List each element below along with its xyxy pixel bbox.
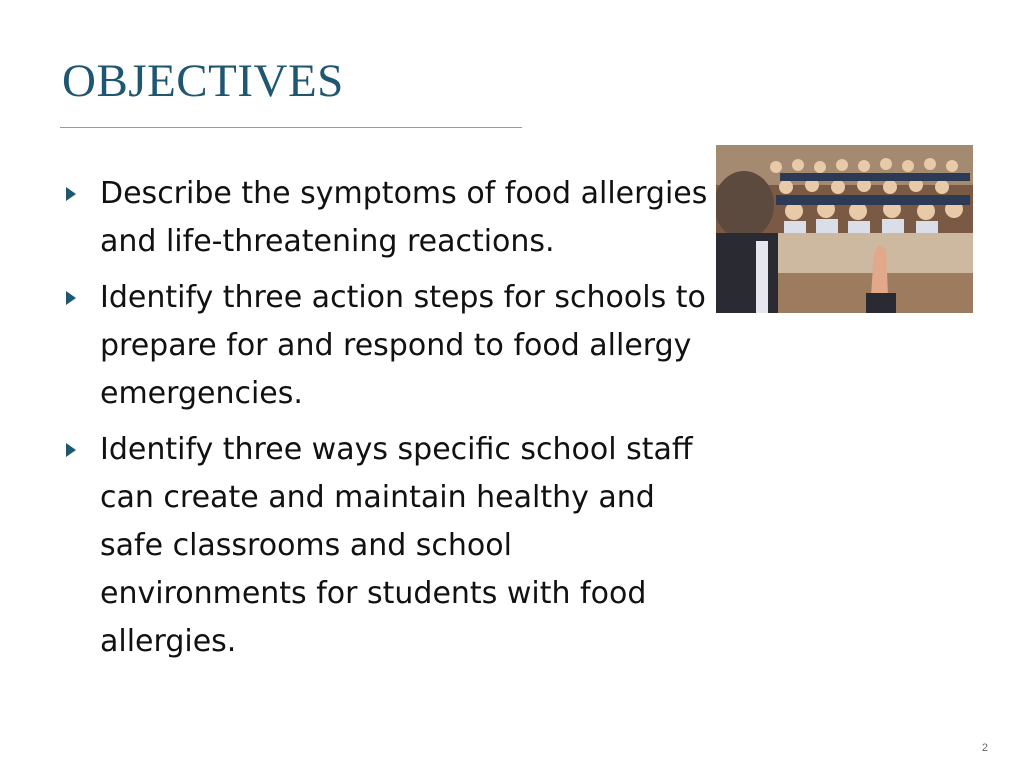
list-item [66, 274, 716, 418]
objectives-list [66, 170, 716, 674]
bullet-text: Identify three action steps for schools to prepare for and respond to food allergy emergencies. [100, 280, 706, 411]
page-number: 2 [981, 742, 988, 754]
audience-photo [716, 145, 973, 313]
bullet-text: Identify three ways specific school staff can create and maintain healthy and safe classrooms and school environments for students with food allergies. [100, 432, 693, 659]
list-item [66, 170, 716, 266]
bullet-text: Describe the symptoms of food allergies and life-threatening reactions. [100, 176, 708, 259]
triangle-bullet-icon [66, 443, 76, 457]
slide-title: OBJECTIVES [62, 55, 344, 107]
triangle-bullet-icon [66, 291, 76, 305]
audience-photo-icon [716, 145, 973, 313]
list-item [66, 426, 716, 666]
title-underline [60, 127, 522, 128]
triangle-bullet-icon [66, 187, 76, 201]
